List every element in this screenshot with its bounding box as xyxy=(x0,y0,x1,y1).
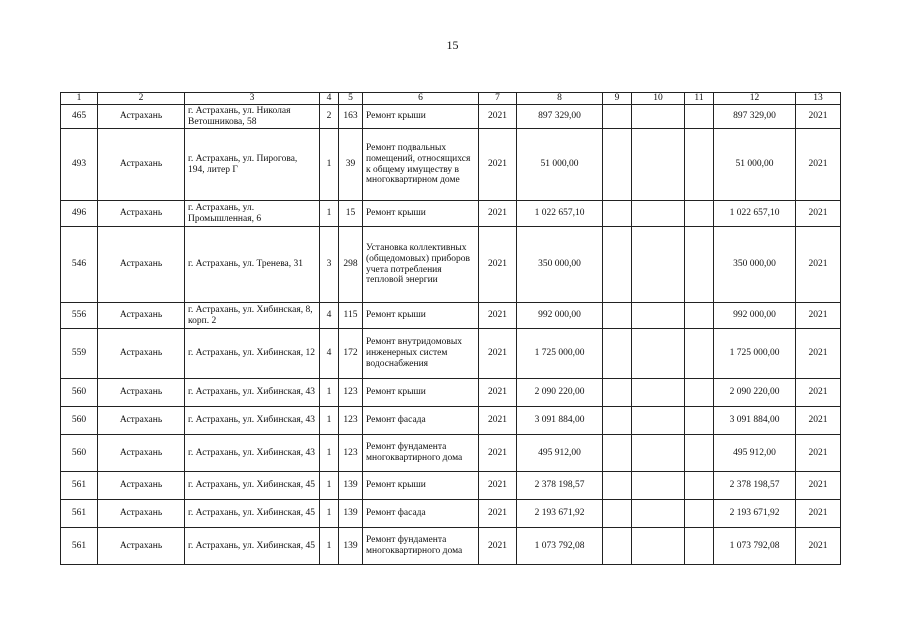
column-header-5: 5 xyxy=(339,93,363,105)
cost-source-cell: 2 090 220,00 xyxy=(714,379,796,407)
row-number-cell: 546 xyxy=(61,227,98,303)
col-9-cell xyxy=(603,201,632,227)
apartments-cell: 39 xyxy=(339,129,363,201)
column-header-2: 2 xyxy=(98,93,185,105)
table-row xyxy=(61,303,841,329)
cost-source-cell: 1 073 792,08 xyxy=(714,528,796,565)
repair-program-table xyxy=(60,92,841,565)
city-cell: Астрахань xyxy=(98,303,185,329)
work-type-cell: Установка коллективных (общедомовых) приборов учета потребления тепловой энергии xyxy=(363,227,479,303)
year-cell: 2021 xyxy=(479,407,517,435)
col-11-cell xyxy=(685,227,714,303)
cost-total-cell: 495 912,00 xyxy=(517,435,603,472)
col-9-cell xyxy=(603,105,632,129)
entrances-cell: 1 xyxy=(320,435,339,472)
cost-source-cell: 3 091 884,00 xyxy=(714,407,796,435)
cost-total-cell: 1 073 792,08 xyxy=(517,528,603,565)
row-number-cell: 556 xyxy=(61,303,98,329)
city-cell: Астрахань xyxy=(98,472,185,500)
year-cell: 2021 xyxy=(479,472,517,500)
col-9-cell xyxy=(603,303,632,329)
apartments-cell: 123 xyxy=(339,407,363,435)
col-11-cell xyxy=(685,105,714,129)
header-row xyxy=(61,93,841,105)
address-cell: г. Астрахань, ул. Пирогова, 194, литер Г xyxy=(185,129,320,201)
column-header-3: 3 xyxy=(185,93,320,105)
column-header-10: 10 xyxy=(632,93,685,105)
year-cell: 2021 xyxy=(479,329,517,379)
row-number-cell: 560 xyxy=(61,435,98,472)
entrances-cell: 1 xyxy=(320,528,339,565)
page-number: 15 xyxy=(446,38,459,52)
entrances-cell: 4 xyxy=(320,329,339,379)
apartments-cell: 172 xyxy=(339,329,363,379)
address-cell: г. Астрахань, ул. Хибинская, 43 xyxy=(185,379,320,407)
cost-source-cell: 1 725 000,00 xyxy=(714,329,796,379)
completion-year-cell: 2021 xyxy=(796,500,841,528)
entrances-cell: 1 xyxy=(320,500,339,528)
apartments-cell: 139 xyxy=(339,500,363,528)
completion-year-cell: 2021 xyxy=(796,407,841,435)
year-cell: 2021 xyxy=(479,129,517,201)
cost-total-cell: 51 000,00 xyxy=(517,129,603,201)
column-header-9: 9 xyxy=(603,93,632,105)
col-11-cell xyxy=(685,500,714,528)
column-header-6: 6 xyxy=(363,93,479,105)
col-9-cell xyxy=(603,472,632,500)
cost-total-cell: 3 091 884,00 xyxy=(517,407,603,435)
work-type-cell: Ремонт крыши xyxy=(363,303,479,329)
completion-year-cell: 2021 xyxy=(796,129,841,201)
cost-total-cell: 350 000,00 xyxy=(517,227,603,303)
city-cell: Астрахань xyxy=(98,105,185,129)
table-row xyxy=(61,227,841,303)
city-cell: Астрахань xyxy=(98,528,185,565)
row-number-cell: 493 xyxy=(61,129,98,201)
entrances-cell: 1 xyxy=(320,379,339,407)
year-cell: 2021 xyxy=(479,227,517,303)
col-9-cell xyxy=(603,435,632,472)
col-10-cell xyxy=(632,435,685,472)
cost-source-cell: 2 378 198,57 xyxy=(714,472,796,500)
col-11-cell xyxy=(685,303,714,329)
table-row xyxy=(61,528,841,565)
col-11-cell xyxy=(685,407,714,435)
table-row xyxy=(61,105,841,129)
row-number-cell: 465 xyxy=(61,105,98,129)
cost-total-cell: 2 378 198,57 xyxy=(517,472,603,500)
address-cell: г. Астрахань, ул. Промышленная, 6 xyxy=(185,201,320,227)
completion-year-cell: 2021 xyxy=(796,472,841,500)
cost-source-cell: 350 000,00 xyxy=(714,227,796,303)
col-10-cell xyxy=(632,500,685,528)
city-cell: Астрахань xyxy=(98,201,185,227)
work-type-cell: Ремонт крыши xyxy=(363,201,479,227)
table-row xyxy=(61,379,841,407)
col-11-cell xyxy=(685,435,714,472)
cost-total-cell: 2 193 671,92 xyxy=(517,500,603,528)
cost-source-cell: 51 000,00 xyxy=(714,129,796,201)
completion-year-cell: 2021 xyxy=(796,329,841,379)
city-cell: Астрахань xyxy=(98,329,185,379)
entrances-cell: 2 xyxy=(320,105,339,129)
col-10-cell xyxy=(632,129,685,201)
col-11-cell xyxy=(685,129,714,201)
col-10-cell xyxy=(632,303,685,329)
entrances-cell: 1 xyxy=(320,129,339,201)
col-10-cell xyxy=(632,201,685,227)
completion-year-cell: 2021 xyxy=(796,227,841,303)
address-cell: г. Астрахань, ул. Хибинская, 45 xyxy=(185,528,320,565)
col-9-cell xyxy=(603,528,632,565)
col-10-cell xyxy=(632,329,685,379)
address-cell: г. Астрахань, ул. Хибинская, 43 xyxy=(185,435,320,472)
cost-total-cell: 992 000,00 xyxy=(517,303,603,329)
work-type-cell: Ремонт фасада xyxy=(363,500,479,528)
entrances-cell: 3 xyxy=(320,227,339,303)
completion-year-cell: 2021 xyxy=(796,105,841,129)
address-cell: г. Астрахань, ул. Хибинская, 12 xyxy=(185,329,320,379)
completion-year-cell: 2021 xyxy=(796,303,841,329)
cost-total-cell: 897 329,00 xyxy=(517,105,603,129)
col-10-cell xyxy=(632,227,685,303)
cost-total-cell: 2 090 220,00 xyxy=(517,379,603,407)
year-cell: 2021 xyxy=(479,500,517,528)
city-cell: Астрахань xyxy=(98,227,185,303)
table-row xyxy=(61,435,841,472)
table-row xyxy=(61,329,841,379)
city-cell: Астрахань xyxy=(98,500,185,528)
cost-source-cell: 495 912,00 xyxy=(714,435,796,472)
col-11-cell xyxy=(685,379,714,407)
completion-year-cell: 2021 xyxy=(796,201,841,227)
completion-year-cell: 2021 xyxy=(796,528,841,565)
year-cell: 2021 xyxy=(479,201,517,227)
year-cell: 2021 xyxy=(479,528,517,565)
table-row xyxy=(61,472,841,500)
apartments-cell: 123 xyxy=(339,379,363,407)
col-9-cell xyxy=(603,329,632,379)
work-type-cell: Ремонт крыши xyxy=(363,472,479,500)
col-9-cell xyxy=(603,500,632,528)
row-number-cell: 560 xyxy=(61,407,98,435)
col-9-cell xyxy=(603,129,632,201)
table-row xyxy=(61,129,841,201)
completion-year-cell: 2021 xyxy=(796,435,841,472)
city-cell: Астрахань xyxy=(98,379,185,407)
year-cell: 2021 xyxy=(479,303,517,329)
year-cell: 2021 xyxy=(479,105,517,129)
apartments-cell: 139 xyxy=(339,472,363,500)
address-cell: г. Астрахань, ул. Хибинская, 8, корп. 2 xyxy=(185,303,320,329)
column-header-8: 8 xyxy=(517,93,603,105)
entrances-cell: 1 xyxy=(320,407,339,435)
cost-total-cell: 1 725 000,00 xyxy=(517,329,603,379)
column-header-13: 13 xyxy=(796,93,841,105)
col-9-cell xyxy=(603,407,632,435)
apartments-cell: 15 xyxy=(339,201,363,227)
cost-source-cell: 2 193 671,92 xyxy=(714,500,796,528)
address-cell: г. Астрахань, ул. Хибинская, 45 xyxy=(185,472,320,500)
col-11-cell xyxy=(685,329,714,379)
col-9-cell xyxy=(603,227,632,303)
column-header-12: 12 xyxy=(714,93,796,105)
table-row xyxy=(61,201,841,227)
work-type-cell: Ремонт внутридомовых инженерных систем водоснабжения xyxy=(363,329,479,379)
apartments-cell: 163 xyxy=(339,105,363,129)
col-10-cell xyxy=(632,528,685,565)
entrances-cell: 4 xyxy=(320,303,339,329)
cost-source-cell: 1 022 657,10 xyxy=(714,201,796,227)
row-number-cell: 496 xyxy=(61,201,98,227)
work-type-cell: Ремонт фасада xyxy=(363,407,479,435)
year-cell: 2021 xyxy=(479,379,517,407)
column-header-1: 1 xyxy=(61,93,98,105)
work-type-cell: Ремонт крыши xyxy=(363,105,479,129)
address-cell: г. Астрахань, ул. Тренева, 31 xyxy=(185,227,320,303)
entrances-cell: 1 xyxy=(320,201,339,227)
city-cell: Астрахань xyxy=(98,407,185,435)
work-type-cell: Ремонт фундамента многоквартирного дома xyxy=(363,528,479,565)
year-cell: 2021 xyxy=(479,435,517,472)
completion-year-cell: 2021 xyxy=(796,379,841,407)
apartments-cell: 115 xyxy=(339,303,363,329)
col-11-cell xyxy=(685,472,714,500)
cost-source-cell: 992 000,00 xyxy=(714,303,796,329)
column-header-11: 11 xyxy=(685,93,714,105)
row-number-cell: 561 xyxy=(61,500,98,528)
city-cell: Астрахань xyxy=(98,435,185,472)
col-10-cell xyxy=(632,105,685,129)
row-number-cell: 560 xyxy=(61,379,98,407)
column-header-4: 4 xyxy=(320,93,339,105)
apartments-cell: 139 xyxy=(339,528,363,565)
apartments-cell: 123 xyxy=(339,435,363,472)
col-10-cell xyxy=(632,472,685,500)
work-type-cell: Ремонт фундамента многоквартирного дома xyxy=(363,435,479,472)
address-cell: г. Астрахань, ул. Хибинская, 43 xyxy=(185,407,320,435)
address-cell: г. Астрахань, ул. Хибинская, 45 xyxy=(185,500,320,528)
address-cell: г. Астрахань, ул. Николая Ветошникова, 58 xyxy=(185,105,320,129)
col-11-cell xyxy=(685,201,714,227)
column-header-7: 7 xyxy=(479,93,517,105)
col-11-cell xyxy=(685,528,714,565)
city-cell: Астрахань xyxy=(98,129,185,201)
cost-total-cell: 1 022 657,10 xyxy=(517,201,603,227)
work-type-cell: Ремонт подвальных помещений, относящихся к общему имуществу в многоквартирном доме xyxy=(363,129,479,201)
table-row xyxy=(61,407,841,435)
row-number-cell: 561 xyxy=(61,528,98,565)
cost-source-cell: 897 329,00 xyxy=(714,105,796,129)
apartments-cell: 298 xyxy=(339,227,363,303)
col-10-cell xyxy=(632,379,685,407)
col-9-cell xyxy=(603,379,632,407)
col-10-cell xyxy=(632,407,685,435)
row-number-cell: 559 xyxy=(61,329,98,379)
work-type-cell: Ремонт крыши xyxy=(363,379,479,407)
table-row xyxy=(61,500,841,528)
entrances-cell: 1 xyxy=(320,472,339,500)
row-number-cell: 561 xyxy=(61,472,98,500)
